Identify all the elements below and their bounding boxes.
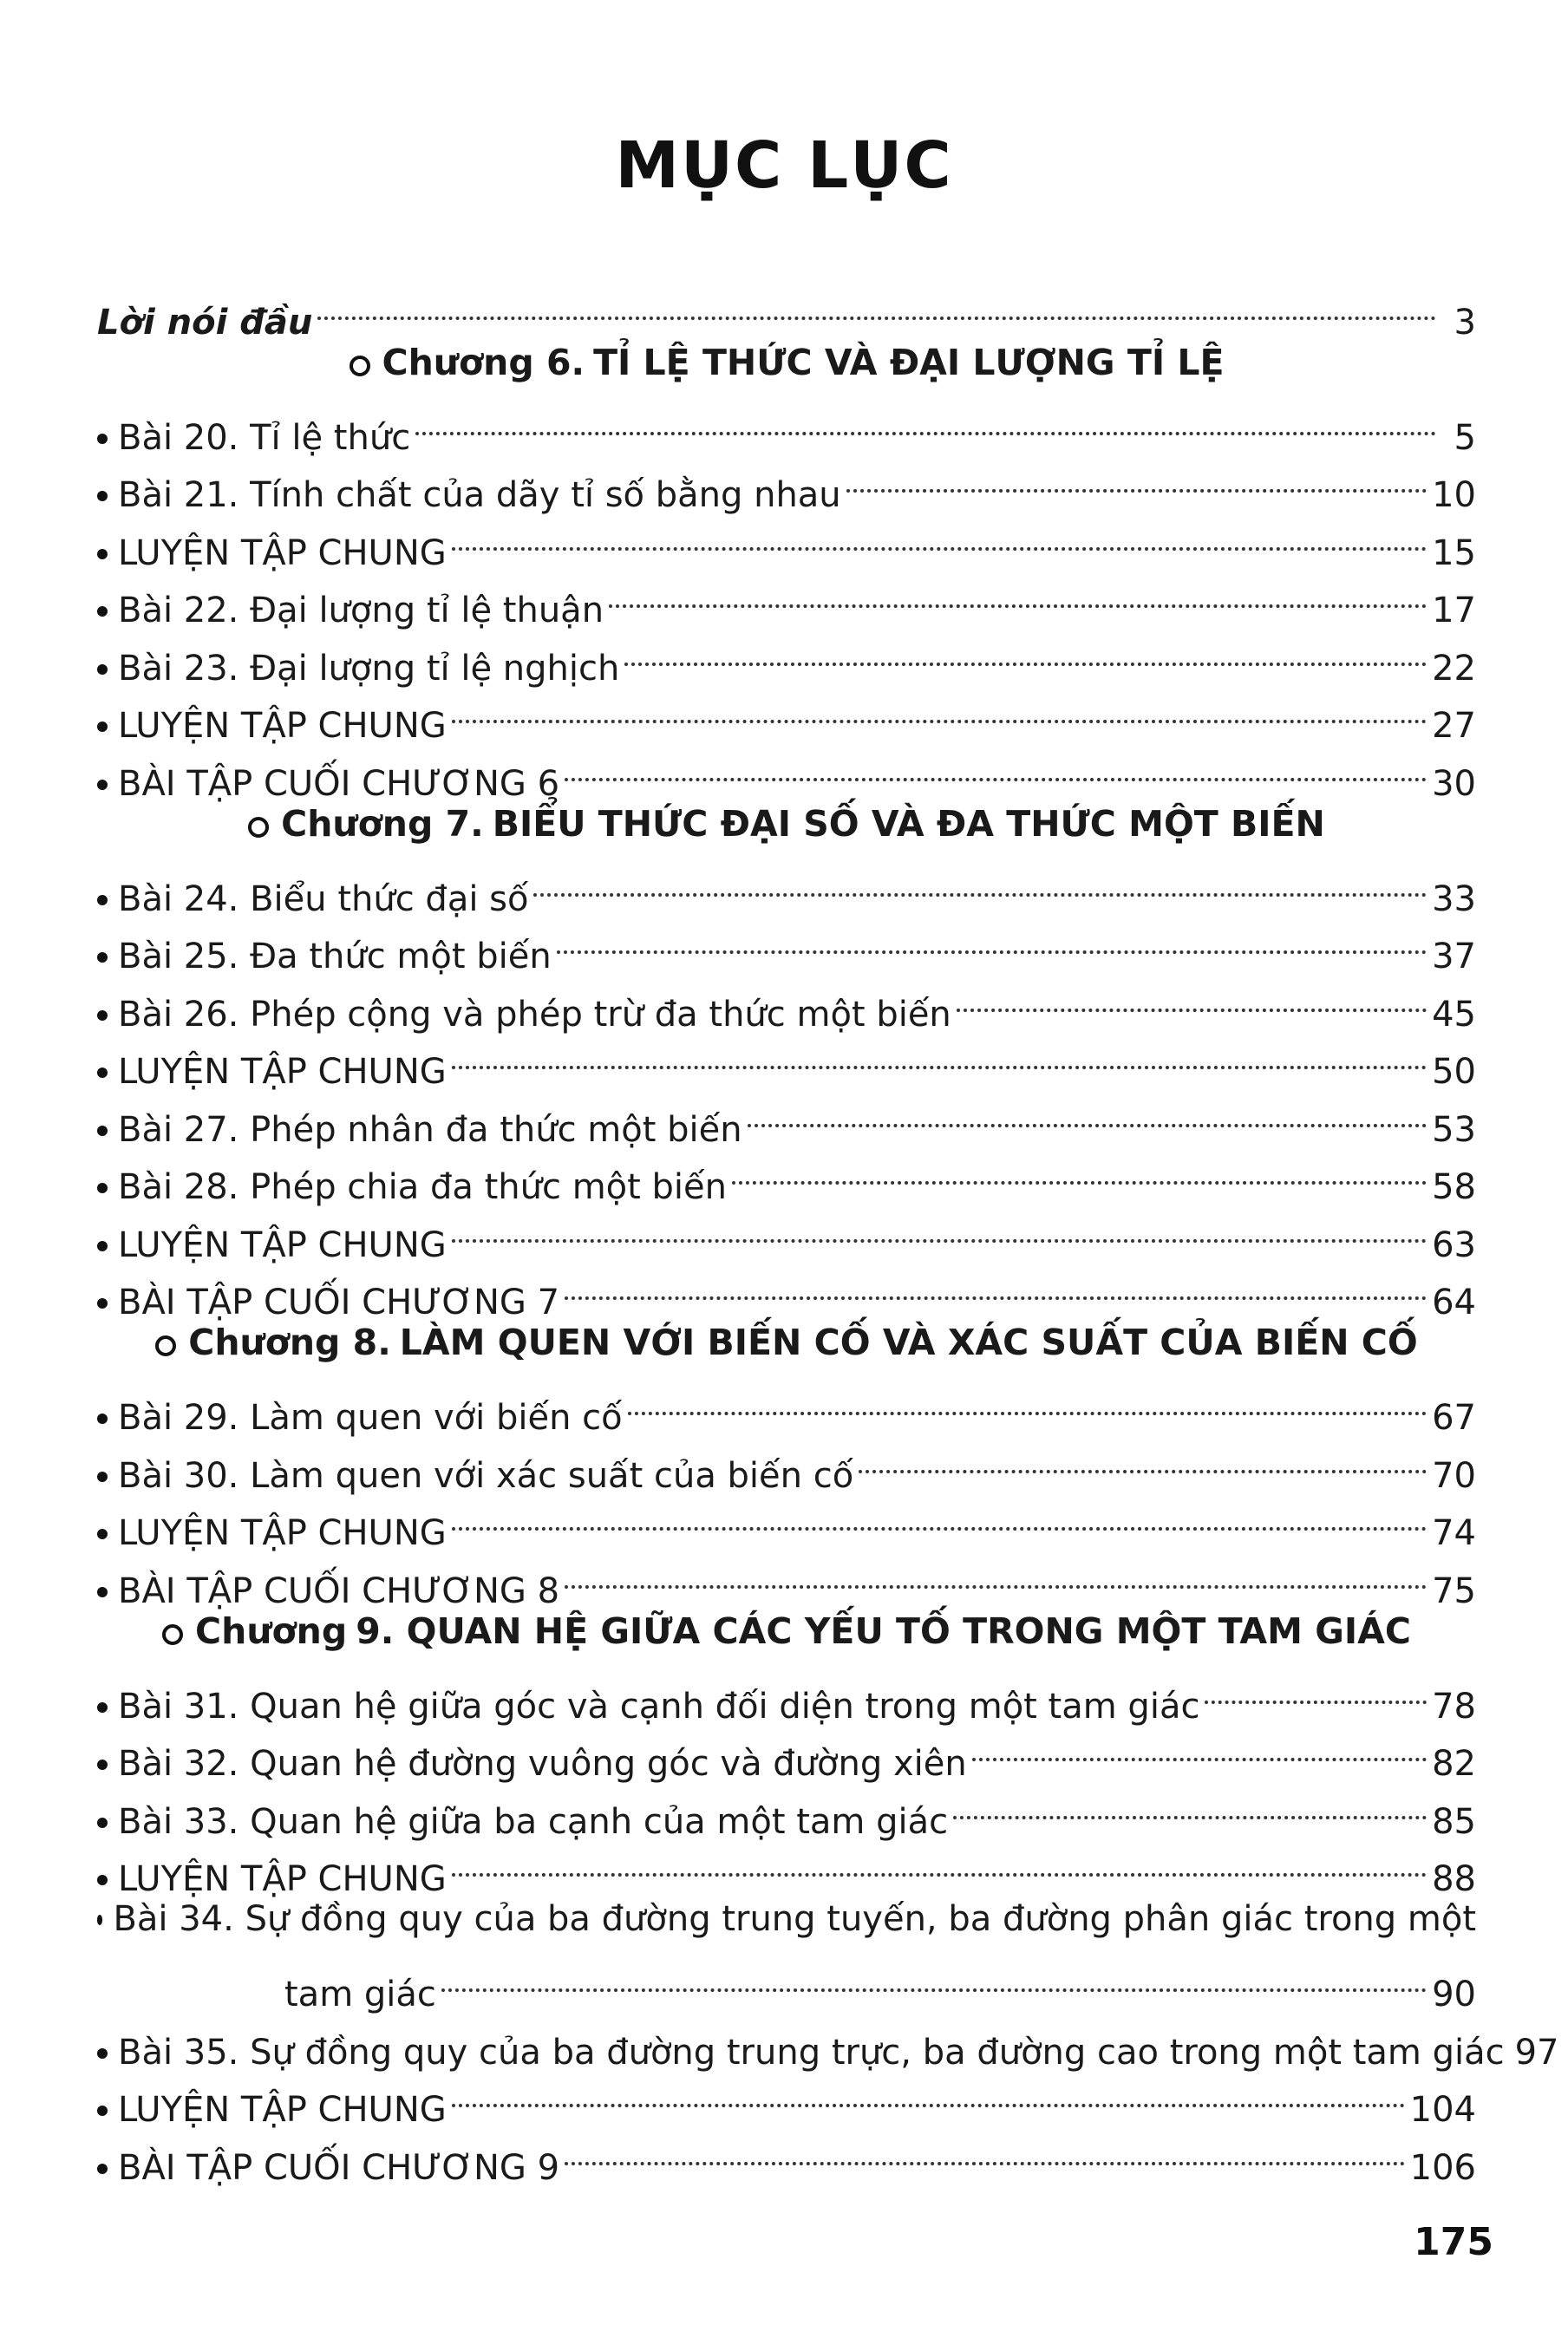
dot-leader [452, 1026, 1427, 1084]
toc-entry-page: 5 [1454, 417, 1476, 458]
toc-entry-label: Bài 26. Phép cộng và phép trừ đa thức một biến [118, 994, 951, 1035]
bullet-icon [97, 2164, 108, 2174]
bullet-icon [97, 2106, 108, 2116]
toc-entry-page: 97 [1514, 2032, 1559, 2073]
bullet-icon [97, 549, 108, 559]
toc-entry [97, 391, 1476, 458]
chapter-title: LÀM QUEN VỚI BIẾN CỐ VÀ XÁC SUẤT CỦA BIẾN CỐ [399, 1322, 1418, 1363]
dot-leader [452, 2064, 1405, 2122]
chapter-title: BIỂU THỨC ĐẠI SỐ VÀ ĐA THỨC MỘT BIẾN [492, 802, 1325, 845]
toc-entry-page: 74 [1432, 1513, 1476, 1553]
circle-bullet-icon [248, 817, 269, 838]
toc-entry-page: 64 [1432, 1283, 1476, 1322]
dot-leader [557, 911, 1427, 969]
dot-leader [609, 565, 1427, 623]
chapter-title: 9. QUAN HỆ GIỮA CÁC YẾU TỐ TRONG MỘT TAM GIÁC [356, 1610, 1411, 1652]
toc-entry-page: 67 [1432, 1398, 1476, 1438]
bullet-icon [97, 780, 108, 790]
toc-entry-page: 3 [1454, 302, 1476, 343]
toc-entry-second-line [97, 1949, 1476, 2014]
toc-entry-label: LUYỆN TẬP CHUNG [118, 706, 447, 746]
bullet-icon [97, 1818, 108, 1828]
dot-leader [846, 449, 1427, 507]
toc-entry-label: Bài 34. Sự đồng quy của ba đường trung tuyến, ba đường phân giác trong một [113, 1899, 1476, 1939]
toc-entry-label: Bài 25. Đa thức một biến [118, 937, 552, 976]
dot-leader [859, 1429, 1427, 1487]
bullet-icon [97, 1241, 108, 1251]
toc-entry [97, 1660, 1476, 1727]
toc-entry [97, 1372, 1476, 1438]
toc-entry-label: LUYỆN TẬP CHUNG [118, 1859, 447, 1899]
bullet-icon [97, 491, 108, 501]
bullet-icon [97, 1760, 108, 1770]
chapter-heading-8 [97, 1314, 1476, 1372]
bullet-icon [97, 1126, 108, 1136]
toc-entry-page: 82 [1432, 1744, 1476, 1784]
chapter-prefix: Chương 6. [382, 341, 585, 383]
dot-leader [957, 968, 1427, 1026]
toc-entry-label: Bài 20. Tỉ lệ thức [118, 417, 411, 458]
toc-entry-page: 78 [1432, 1686, 1476, 1727]
toc-entry-label: Bài 24. Biểu thức đại số [118, 878, 529, 919]
dot-leader [415, 391, 1436, 449]
toc-entry-page: 53 [1432, 1109, 1476, 1150]
toc-entry-page: 88 [1432, 1859, 1476, 1899]
dot-leader [565, 1257, 1427, 1315]
dot-leader [452, 680, 1427, 738]
bullet-icon [97, 895, 108, 905]
bullet-icon [97, 664, 108, 675]
toc-entry-label: Bài 33. Quan hệ giữa ba cạnh của một tam giác [118, 1801, 949, 1842]
toc-entry-page: 45 [1432, 994, 1476, 1035]
toc-entry-label: Bài 35. Sự đồng quy của ba đường trung trực, ba đường cao trong một tam giác [118, 2032, 1505, 2073]
bullet-icon [97, 1298, 108, 1309]
dot-leader [953, 1775, 1427, 1833]
toc-entry-page: 75 [1432, 1570, 1476, 1611]
toc-entry-intro [97, 276, 1476, 343]
bullet-icon [97, 952, 108, 963]
toc-entry-page: 15 [1432, 532, 1476, 573]
toc-entry-page: 37 [1432, 937, 1476, 976]
toc-entry-label: LUYỆN TẬP CHUNG [118, 1513, 447, 1553]
chapter-heading-9 [97, 1603, 1476, 1661]
toc-entry-label: Bài 27. Phép nhân đa thức một biến [118, 1109, 742, 1150]
bullet-icon [97, 1183, 108, 1193]
bullet-icon [97, 606, 108, 617]
toc-entry-label: Bài 31. Quan hệ giữa góc và cạnh đối diện trong một tam giác [118, 1686, 1200, 1727]
toc-entry-page: 58 [1432, 1167, 1476, 1207]
toc-entry-page: 33 [1432, 878, 1476, 919]
chapter-heading-7 [97, 795, 1476, 853]
toc-entry-page: 30 [1432, 763, 1476, 804]
toc-entry-label: LUYỆN TẬP CHUNG [118, 1052, 447, 1092]
toc-entry-label: BÀI TẬP CUỐI CHƯƠNG 6 [118, 763, 560, 804]
bullet-icon [97, 1587, 108, 1597]
toc-entry-continuation: tam giác [284, 1975, 436, 2014]
toc-entry-label: Bài 21. Tính chất của dãy tỉ số bằng nhau [118, 475, 841, 515]
chapter-prefix: Chương 7. [281, 802, 484, 845]
chapter-prefix: Chương [195, 1610, 348, 1652]
bullet-icon [97, 2048, 108, 2059]
bullet-icon [97, 1529, 108, 1539]
dot-leader [624, 622, 1427, 680]
circle-bullet-icon [162, 1624, 183, 1645]
dot-leader [441, 1949, 1427, 2007]
dot-leader [732, 1141, 1427, 1199]
toc-entry-page: 17 [1432, 591, 1476, 630]
toc-entry-label: Bài 32. Quan hệ đường vuông góc và đường xiên [118, 1744, 967, 1784]
dot-leader [452, 1487, 1427, 1545]
toc-entry-page: 85 [1432, 1801, 1476, 1842]
toc-entry-page: 90 [1432, 1975, 1476, 2014]
toc-entry-label: LUYỆN TẬP CHUNG [118, 532, 447, 573]
toc-entry [97, 852, 1476, 919]
toc-entry-label: Lời nói đầu [97, 302, 313, 343]
chapter-title: TỈ LỆ THỨC VÀ ĐẠI LƯỢNG TỈ LỆ [593, 341, 1225, 383]
toc-entry-label: Bài 29. Làm quen với biến cố [118, 1398, 623, 1438]
dot-leader [533, 852, 1427, 911]
dot-leader [452, 506, 1427, 565]
bullet-icon [97, 1414, 108, 1424]
dot-leader [452, 1833, 1427, 1891]
toc-entry-page: 10 [1432, 475, 1476, 515]
toc-entry-wrapped [97, 1890, 1476, 2014]
bullet-icon [97, 434, 108, 444]
toc-entry-label: BÀI TẬP CUỐI CHƯƠNG 7 [118, 1283, 560, 1322]
toc-entry-page: 70 [1432, 1455, 1476, 1496]
toc-entry-label: LUYỆN TẬP CHUNG [118, 1224, 447, 1265]
page-title: MỤC LỤC [615, 128, 953, 203]
bullet-icon [97, 1010, 108, 1021]
dot-leader [565, 2121, 1405, 2179]
bullet-icon [97, 1702, 108, 1713]
page-number: 175 [1414, 2220, 1493, 2264]
toc-entry-page: 22 [1432, 648, 1476, 689]
dot-leader [565, 1544, 1427, 1603]
toc-entry-first-line [97, 1890, 1476, 1949]
dot-leader [317, 276, 1436, 334]
toc-entry-page: 106 [1409, 2147, 1476, 2188]
dot-leader [628, 1372, 1427, 1430]
bullet-icon [97, 1915, 102, 1925]
toc-entry-label: Bài 30. Làm quen với xác suất của biến cố [118, 1455, 854, 1496]
toc-entry-label: BÀI TẬP CUỐI CHƯƠNG 8 [118, 1570, 560, 1611]
bullet-icon [97, 722, 108, 732]
bullet-icon [97, 1472, 108, 1482]
toc-entry-label: BÀI TẬP CUỐI CHƯƠNG 9 [118, 2147, 560, 2188]
dot-leader [748, 1083, 1428, 1141]
circle-bullet-icon [155, 1335, 176, 1356]
dot-leader [1205, 1660, 1427, 1718]
toc-entry-label: Bài 23. Đại lượng tỉ lệ nghịch [118, 648, 620, 689]
toc-entry-label: Bài 28. Phép chia đa thức một biến [118, 1167, 727, 1207]
bullet-icon [97, 1875, 108, 1885]
toc-entry-label: Bài 22. Đại lượng tỉ lệ thuận [118, 591, 604, 630]
circle-bullet-icon [350, 356, 370, 376]
toc-entry-page: 63 [1432, 1224, 1476, 1265]
bullet-icon [97, 1068, 108, 1078]
chapter-prefix: Chương 8. [188, 1322, 391, 1363]
toc-entry-page: 27 [1432, 706, 1476, 746]
dot-leader [565, 737, 1427, 795]
dot-leader [972, 1718, 1427, 1776]
table-of-contents [97, 276, 1559, 2188]
toc-entry-label: LUYỆN TẬP CHUNG [118, 2090, 447, 2130]
toc-entry-page: 50 [1432, 1052, 1476, 1092]
toc-entry-page: 104 [1409, 2090, 1476, 2130]
dot-leader [452, 1198, 1427, 1257]
